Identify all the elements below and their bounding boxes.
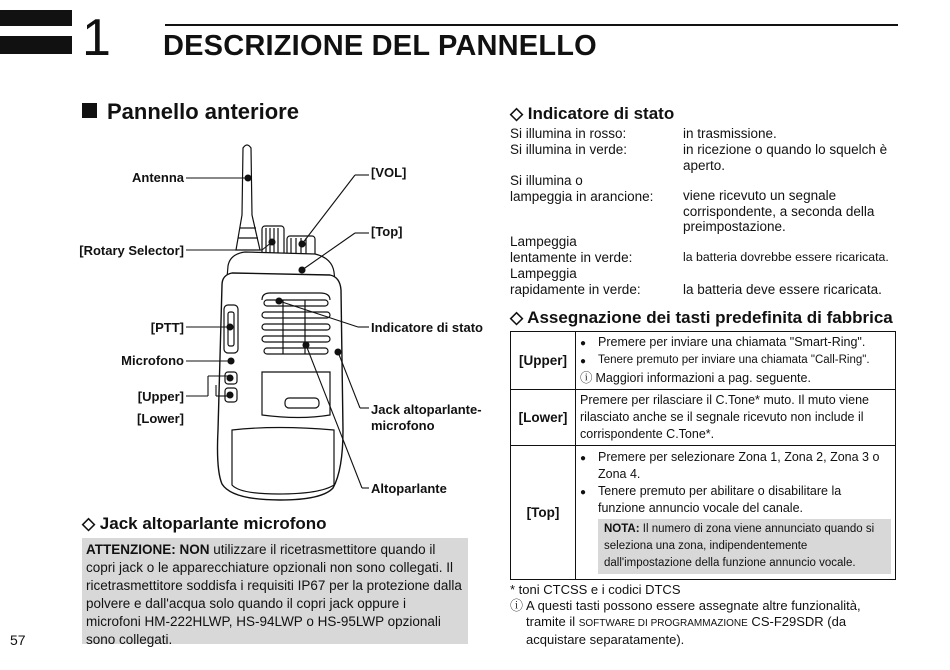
top-bullet-2: Tenere premuto per abilitare o disabilitare la funzione annuncio vocale del canale. [598, 484, 842, 515]
list-item [580, 370, 891, 387]
table-row [511, 332, 896, 390]
table-row [511, 390, 896, 446]
info-icon: ⓘ [510, 598, 524, 613]
key-assignment-table [510, 331, 896, 580]
list-item [580, 334, 891, 352]
diamond-outline-icon: ◇ [82, 514, 100, 533]
label-top: [Top] [371, 224, 403, 239]
status-row-2-left: Si illumina in verde: [510, 142, 628, 157]
label-jack: Jack altoparlante- microfono [371, 402, 482, 433]
status-row-4-right: la batteria dovrebbe essere ricaricata. [683, 250, 889, 264]
bullet-icon: ● [580, 453, 587, 464]
assign-title: Assegnazione dei tasti predefinita di fabbrica [527, 308, 893, 327]
upper-bullet-2: Tenere premuto per inviare una chiamata "Call-Ring". [598, 354, 870, 366]
footnote-info-a: A questi tasti possono essere assegnate altre funzionalità, tramite il [526, 598, 861, 629]
note-text: Il numero di zona viene annunciato quando si seleziona una zona, indipendentemente dall'impostazione della funzione annuncio vocale. [604, 523, 875, 569]
jack-title: Jack altoparlante microfono [99, 514, 327, 533]
status-title: Indicatore di stato [527, 104, 675, 123]
footnote-info [510, 598, 880, 648]
label-lower: [Lower] [137, 411, 184, 426]
key-upper: [Upper] [511, 332, 576, 390]
status-row-5-left: Lampeggia rapidamente in verde: [510, 266, 641, 297]
lower-description: Premere per rilasciare il C.Tone* muto. Il muto viene rilasciato anche se il segnale ricevuto non include il corrispondente C.Tone*. [576, 390, 896, 446]
warning-box [82, 538, 468, 647]
chapter-number: 1 [82, 9, 111, 67]
info-icon: ⓘ [580, 371, 593, 385]
bullet-icon: ● [580, 487, 587, 498]
status-row-1-right: in trasmissione. [683, 126, 777, 141]
status-row-3-right: viene ricevuto un segnale corrispondente, a seconda della preimpostazione. [683, 188, 875, 235]
bullet-icon: ● [580, 338, 587, 349]
key-top: [Top] [511, 446, 576, 580]
jack-heading [82, 514, 327, 534]
footnote-info-smallcaps: SOFTWARE DI PROGRAMMAZIONE [578, 618, 748, 629]
front-panel-title: Pannello anteriore [107, 99, 299, 124]
warning-text: utilizzare il ricetrasmettitore quando il copri jack o le apparecchiature opzionali non sono collegati. Il ricetrasmettitore soddisfa i requisiti IP67 per la protezione dalla polvere e dall'acqua solo quando il copri jack oppure i microfoni HM-222HLWP, HS-94LWP o HS-95LWP opzionali sono collegati. [86, 542, 462, 647]
page-number: 57 [10, 632, 26, 648]
upper-description [576, 332, 896, 390]
label-altoparlante: Altoparlante [371, 481, 447, 496]
label-antenna: Antenna [132, 170, 184, 185]
status-row-3-left: Si illumina o lampeggia in arancione: [510, 173, 654, 204]
list-item [580, 352, 891, 370]
assign-heading [510, 308, 893, 328]
status-row-2-right: in ricezione o quando lo squelch è aperto. [683, 142, 888, 173]
warning-label: ATTENZIONE: NON [86, 542, 210, 557]
status-heading [510, 104, 674, 124]
label-ptt: [PTT] [150, 320, 184, 335]
status-row-5-right: la batteria deve essere ricaricata. [683, 282, 882, 297]
label-upper: [Upper] [137, 389, 184, 404]
top-bullet-1: Premere per selezionare Zona 1, Zona 2, Zona 3 o Zona 4. [598, 450, 880, 481]
table-row [511, 446, 896, 580]
upper-info: Maggiori informazioni a pag. seguente. [595, 371, 811, 385]
label-rotary-selector: [Rotary Selector] [79, 243, 184, 258]
upper-bullet-1: Premere per inviare una chiamata "Smart-Ring". [598, 335, 866, 349]
status-row-4-left: Lampeggia lentamente in verde: [510, 234, 633, 265]
footnote-asterisk: * toni CTCSS e i codici DTCS [510, 582, 681, 597]
top-description [576, 446, 896, 580]
bullet-icon: ● [580, 356, 587, 367]
label-microfono: Microfono [121, 353, 184, 368]
chapter-title: DESCRIZIONE DEL PANNELLO [163, 30, 597, 62]
diamond-outline-icon: ◇ [510, 308, 528, 327]
list-item [580, 449, 891, 483]
diamond-outline-icon: ◇ [510, 104, 528, 123]
label-vol: [VOL] [371, 165, 407, 180]
note-box [598, 519, 891, 574]
status-row-1-left: Si illumina in rosso: [510, 126, 627, 141]
label-indicatore: Indicatore di stato [371, 320, 483, 335]
list-item [580, 483, 891, 517]
footnote-info-b: CS-F29SDR (da acquistare separatamente). [526, 614, 847, 647]
radio-illustration [0, 0, 500, 520]
note-label: NOTA: [604, 523, 640, 535]
key-lower: [Lower] [511, 390, 576, 446]
